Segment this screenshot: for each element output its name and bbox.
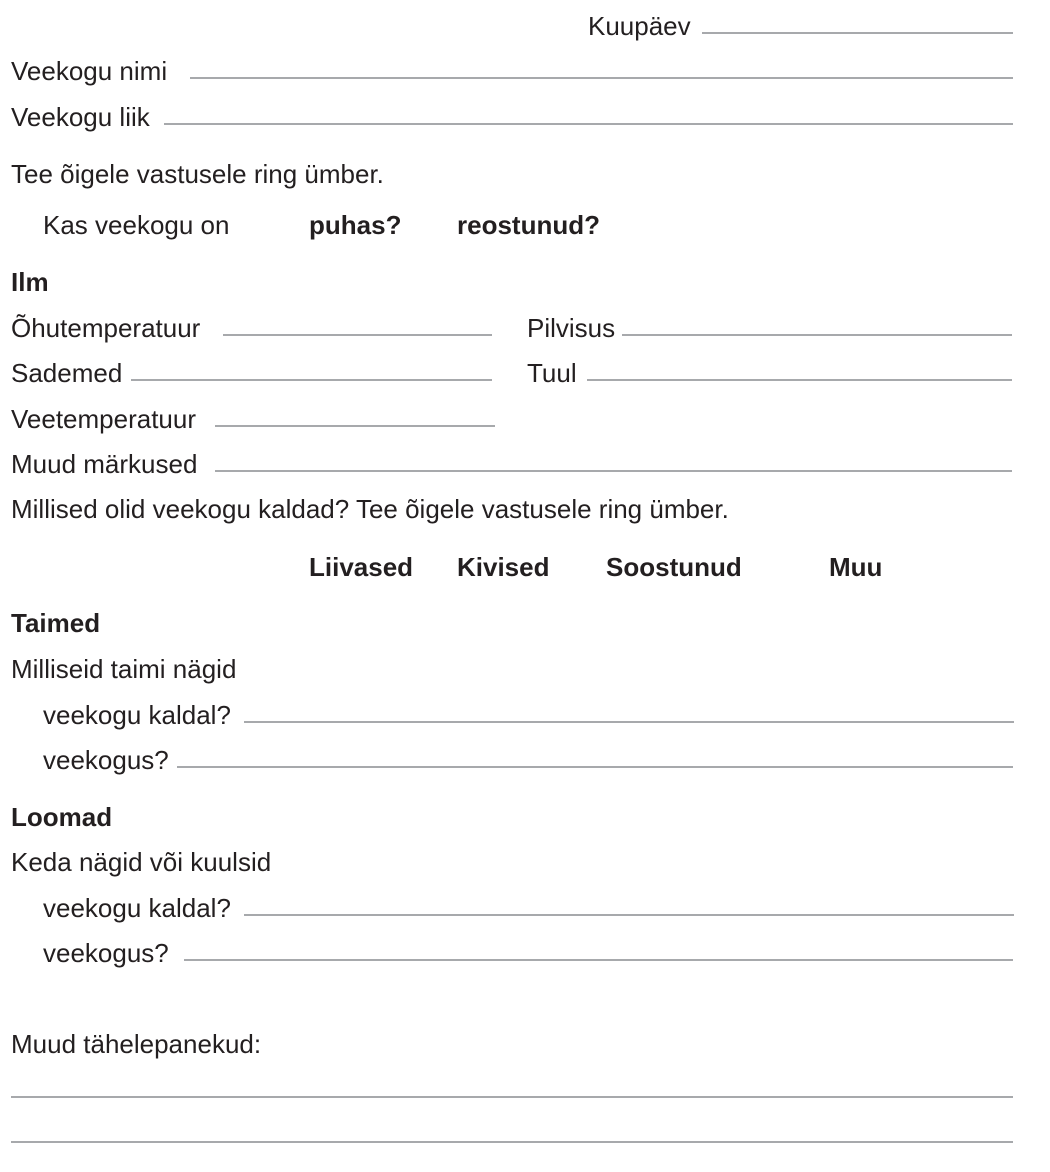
observations-line-2[interactable] — [11, 1141, 1013, 1143]
circle-instruction: Tee õigele vastusele ring ümber. — [11, 159, 384, 189]
plants-question: Milliseid taimi nägid — [11, 654, 237, 684]
other-notes-label: Muud märkused — [11, 449, 198, 479]
plants-heading: Taimed — [11, 608, 101, 638]
option-polluted[interactable]: reostunud? — [457, 210, 600, 240]
water-body-name-field[interactable] — [190, 77, 1013, 79]
plants-on-bank-field[interactable] — [244, 721, 1014, 723]
precipitation-label: Sademed — [11, 358, 123, 388]
observations-line-1[interactable] — [11, 1096, 1013, 1098]
animals-on-bank-field[interactable] — [244, 914, 1014, 916]
wind-label: Tuul — [527, 358, 577, 388]
animals-in-water-label: veekogus? — [43, 938, 169, 968]
date-label: Kuupäev — [588, 11, 691, 41]
option-clean[interactable]: puhas? — [309, 210, 402, 240]
cleanliness-question: Kas veekogu on — [43, 210, 230, 240]
air-temperature-field[interactable] — [223, 334, 492, 336]
water-temperature-field[interactable] — [215, 425, 495, 427]
option-other[interactable]: Muu — [829, 552, 883, 582]
air-temperature-label: Õhutemperatuur — [11, 313, 201, 343]
observations-label: Muud tähelepanekud: — [11, 1029, 262, 1059]
animals-in-water-field[interactable] — [184, 959, 1013, 961]
cloudiness-label: Pilvisus — [527, 313, 616, 343]
water-body-name-label: Veekogu nimi — [11, 56, 168, 86]
date-field[interactable] — [702, 32, 1013, 34]
water-body-type-label: Veekogu liik — [11, 102, 150, 132]
animals-on-bank-label: veekogu kaldal? — [43, 893, 231, 923]
cloudiness-field[interactable] — [622, 334, 1012, 336]
other-notes-field[interactable] — [215, 470, 1012, 472]
option-sandy[interactable]: Liivased — [309, 552, 414, 582]
water-temperature-label: Veetemperatuur — [11, 404, 197, 434]
water-body-type-field[interactable] — [164, 123, 1013, 125]
plants-in-water-label: veekogus? — [43, 745, 169, 775]
banks-question: Millised olid veekogu kaldad? Tee õigele vastusele ring ümber. — [11, 494, 729, 524]
plants-in-water-field[interactable] — [177, 766, 1013, 768]
animals-question: Keda nägid või kuulsid — [11, 847, 272, 877]
plants-on-bank-label: veekogu kaldal? — [43, 700, 231, 730]
option-rocky[interactable]: Kivised — [457, 552, 550, 582]
animals-heading: Loomad — [11, 802, 113, 832]
precipitation-field[interactable] — [131, 379, 492, 381]
option-marshy[interactable]: Soostunud — [606, 552, 742, 582]
wind-field[interactable] — [587, 379, 1012, 381]
weather-heading: Ilm — [11, 267, 49, 297]
